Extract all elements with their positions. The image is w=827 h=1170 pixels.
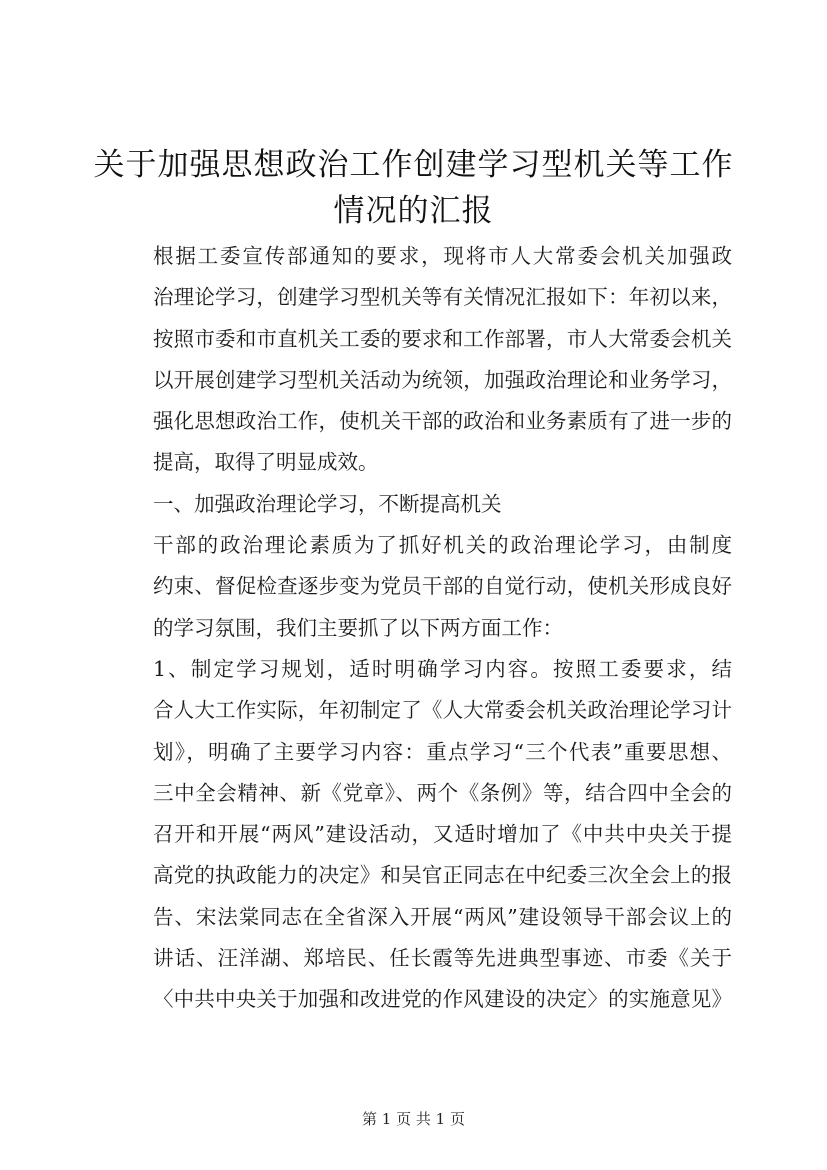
text-line: 根据工委宣传部通知的要求，现将市人大常委会机关加强政 xyxy=(153,244,732,268)
paragraph-section-1 xyxy=(112,525,732,649)
page-footer: 第 1 页 共 1 页 xyxy=(362,1110,465,1128)
text-line: 三中全会精神、新《党章》、两个《条例》等，结合四中全会的 xyxy=(153,780,732,805)
text-line: 以开展创建学习型机关活动为统领，加强政治理论和业务学习， xyxy=(153,367,732,392)
section-heading-1 xyxy=(112,484,732,525)
text-line: 告、宋法棠同志在全省深入开展“两风”建设领导干部会议上的 xyxy=(153,904,732,929)
text-line: 合人大工作实际，年初制定了《人大常委会机关政治理论学习计 xyxy=(153,698,732,723)
paragraph-intro xyxy=(112,236,732,484)
text-line: 约束、督促检查逐步变为党员干部的自觉行动，使机关形成良好 xyxy=(153,574,732,599)
text-line: 〈中共中央关于加强和改进党的作风建设的决定〉的实施意见》 xyxy=(153,987,732,1012)
document-body xyxy=(112,236,732,1021)
text-line: 一、加强政治理论学习，不断提高机关 xyxy=(153,491,502,516)
text-line: 按照市委和市直机关工委的要求和工作部署，市人大常委会机关 xyxy=(153,326,732,351)
text-line: 高党的执政能力的决定》和吴官正同志在中纪委三次全会上的报 xyxy=(153,863,732,888)
text-line: 讲话、汪洋湖、郑培民、任长霞等先进典型事迹、市委《关于 xyxy=(153,946,732,971)
title-line-2: 情况的汇报 xyxy=(333,193,494,229)
text-line: 划》，明确了主要学习内容：重点学习“三个代表”重要思想、 xyxy=(153,739,732,764)
text-line: 强化思想政治工作，使机关干部的政治和业务素质有了进一步的 xyxy=(153,409,732,434)
title-line-1: 关于加强思想政治工作创建学习型机关等工作 xyxy=(93,147,734,183)
paragraph-item-1 xyxy=(112,649,732,1021)
text-line: 干部的政治理论素质为了抓好机关的政治理论学习，由制度 xyxy=(153,533,732,558)
text-line: 提高，取得了明显成效。 xyxy=(153,450,379,475)
text-line: 治理论学习，创建学习型机关等有关情况汇报如下：年初以来， xyxy=(153,285,732,310)
text-line: 1、制定学习规划，适时明确学习内容。按照工委要求，结 xyxy=(153,656,732,681)
text-line: 的学习氛围，我们主要抓了以下两方面工作： xyxy=(153,615,563,640)
document-title xyxy=(90,142,737,234)
text-line: 召开和开展“两风”建设活动，又适时增加了《中共中央关于提 xyxy=(153,822,732,847)
